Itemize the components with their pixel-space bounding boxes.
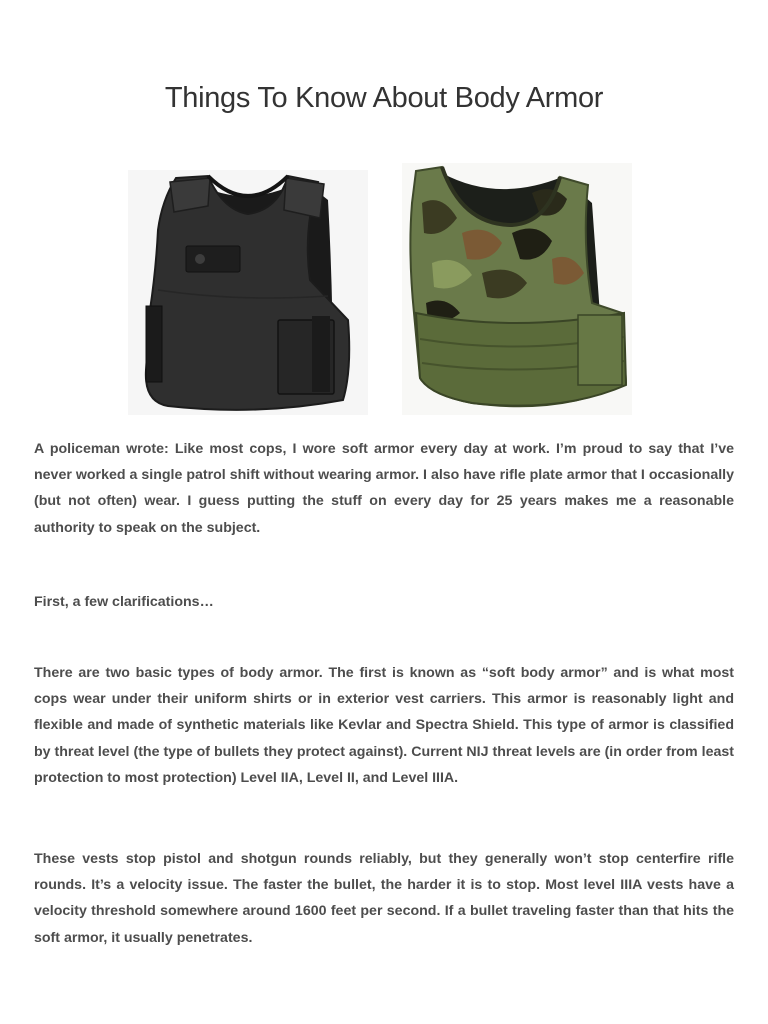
page-title: Things To Know About Body Armor <box>164 82 604 114</box>
paragraph-clarifications: First, a few clarifications… <box>34 594 214 610</box>
black-soft-armor-vest-image <box>128 170 368 415</box>
paragraph-armor-types: There are two basic types of body armor. The first is known as “soft body armor” and is what most cops wear under their uniform shirts or in exterior vest carriers. This armor is reasonably light and flexible and made of synthetic materials like Kevlar and Spectra Shield. This type of armor is classified by threat level (the type of bullets they protect against). Current NIJ threat levels are (in order from least protection to most protection) Level IIA, Level II, and Level IIIA. <box>34 665 734 786</box>
paragraph-velocity: These vests stop pistol and shotgun rounds reliably, but they generally won’t stop centerfire rifle rounds. It’s a velocity issue. The faster the bullet, the harder it is to stop. Most level IIIA vests have a velocity threshold somewhere around 1600 feet per second. If a bullet traveling faster than that hits the soft armor, it usually penetrates. <box>34 851 734 946</box>
paragraph-intro: A policeman wrote: Like most cops, I wore soft armor every day at work. I’m proud to say that I’ve never worked a single patrol shift without wearing armor. I also have rifle plate armor that I occasionally (but not often) wear. I guess putting the stuff on every day for 25 years makes me a reasonable authority to speak on the subject. <box>34 441 734 536</box>
camouflage-armor-vest-image <box>402 163 632 415</box>
